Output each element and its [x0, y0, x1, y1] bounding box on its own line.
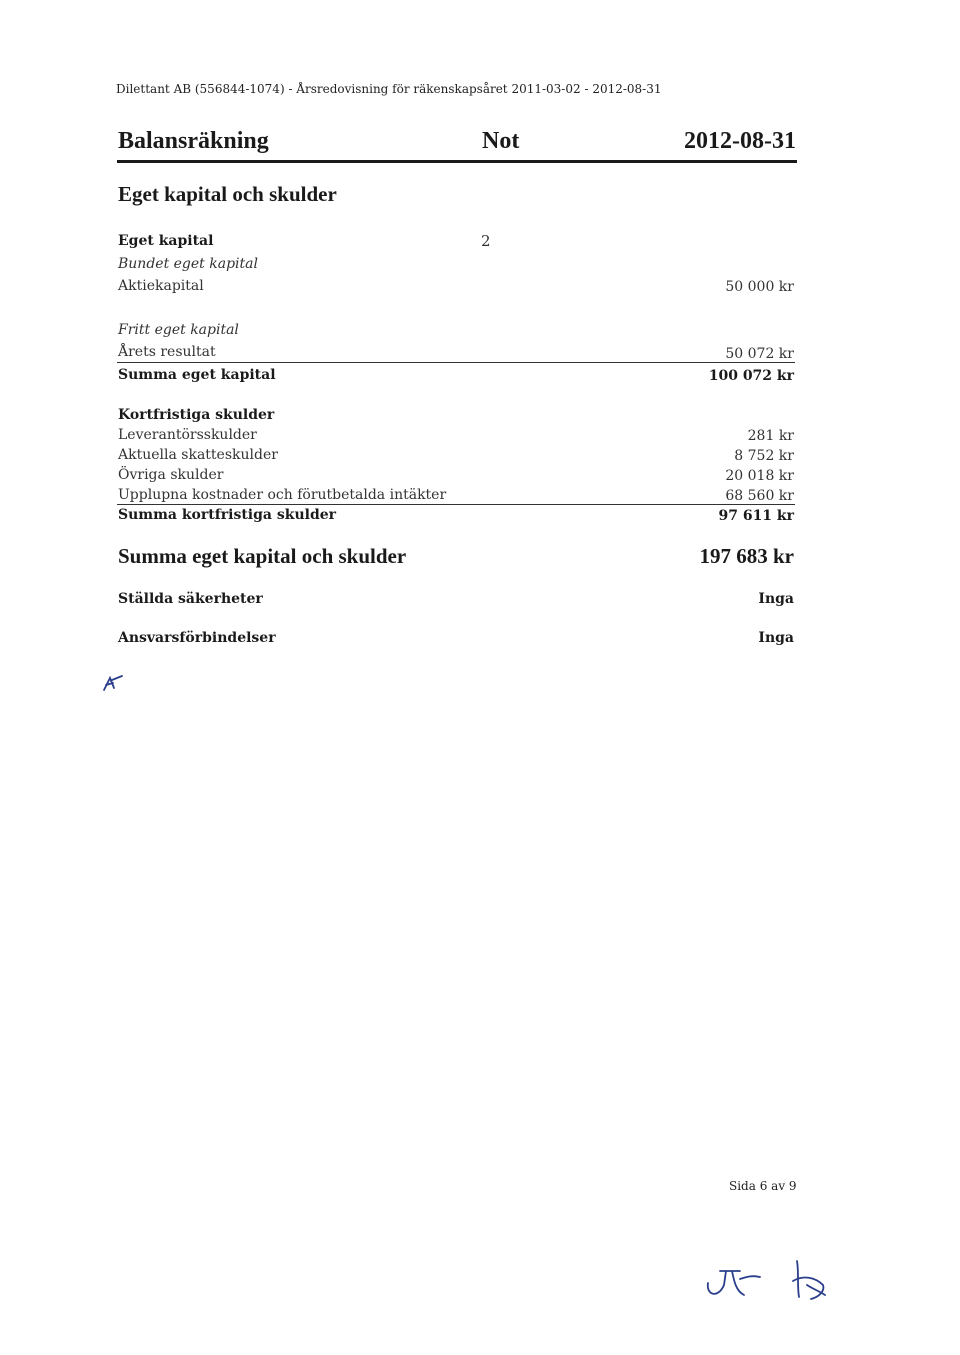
liabilities-heading: Kortfristiga skulder — [118, 407, 275, 423]
contingent-liabilities-value: Inga — [758, 630, 794, 646]
free-equity-heading: Fritt eget kapital — [118, 322, 239, 338]
page-number: Sida 6 av 9 — [729, 1179, 797, 1193]
grand-total-label: Summa eget kapital och skulder — [118, 544, 407, 568]
liabilities-sum-rule — [117, 504, 795, 505]
signature-mark — [785, 1255, 835, 1305]
pledged-assets-value: Inga — [758, 591, 794, 607]
share-capital-label: Aktiekapital — [118, 278, 204, 294]
equity-sum-label: Summa eget kapital — [118, 367, 276, 383]
equity-heading: Eget kapital — [118, 233, 214, 249]
equity-note-ref: 2 — [481, 232, 491, 250]
year-result-label: Årets resultat — [118, 344, 216, 360]
restricted-equity-heading: Bundet eget kapital — [118, 256, 258, 272]
liability-row-value: 8 752 kr — [734, 448, 794, 464]
signature-mark — [700, 1255, 770, 1305]
liabilities-sum-label: Summa kortfristiga skulder — [118, 507, 337, 523]
liabilities-sum-value: 97 611 kr — [718, 508, 794, 524]
year-result-value: 50 072 kr — [725, 346, 794, 362]
grand-total-value: 197 683 kr — [699, 544, 794, 568]
note-column-header: Not — [482, 128, 520, 154]
title-underline — [117, 160, 797, 163]
date-column-header: 2012-08-31 — [684, 128, 796, 154]
equity-sum-rule — [117, 362, 795, 363]
liability-row-label: Aktuella skatteskulder — [118, 447, 278, 463]
share-capital-value: 50 000 kr — [725, 279, 794, 295]
liability-row-value: 281 kr — [747, 428, 794, 444]
section-title: Eget kapital och skulder — [118, 182, 337, 206]
pledged-assets-label: Ställda säkerheter — [118, 591, 263, 607]
liability-row-label: Leverantörsskulder — [118, 427, 257, 443]
liability-row-label: Övriga skulder — [118, 467, 224, 483]
balance-sheet-title: Balansräkning — [118, 128, 269, 154]
liability-row-value: 68 560 kr — [725, 488, 794, 504]
document-header: Dilettant AB (556844-1074) - Årsredovisning för räkenskapsåret 2011-03-02 - 2012-08-31 — [116, 82, 662, 96]
contingent-liabilities-label: Ansvarsförbindelser — [118, 630, 276, 646]
liability-row-value: 20 018 kr — [725, 468, 794, 484]
liability-row-label: Upplupna kostnader och förutbetalda intäkter — [118, 487, 447, 503]
equity-sum-value: 100 072 kr — [708, 368, 794, 384]
initials-mark — [100, 672, 126, 696]
